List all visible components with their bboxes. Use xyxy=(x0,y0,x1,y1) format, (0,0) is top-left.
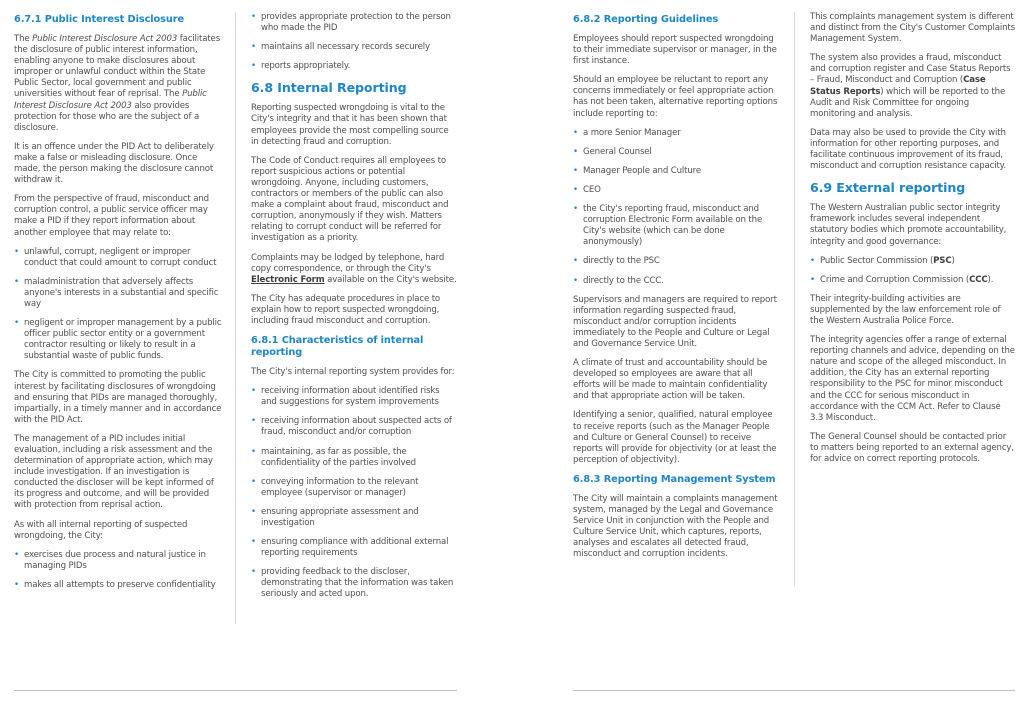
integrity-framework-paragraph: The Western Australian public sector integrity framework includes several independent statutory bodies which promote accountability, integrity and good governance: xyxy=(810,203,1007,247)
report-to-supervisor-paragraph: Employees should report suspected wrongdoing to their immediate supervisor or manager, in the first instance. xyxy=(573,34,777,67)
pid-act-paragraph: The Public Interest Disclosure Act 2003 facilitates the disclosure of public interest information, enabling anyone to make disclosures about improper or unlawful conduct within the State Public Sector, local government and public universities without fear of reprisal. The Public Interest Disclosure Act 2003 also provides protection for those who are the subject of a disclosure. xyxy=(14,34,221,133)
alternative-options-list xyxy=(573,128,781,287)
pid-offence-paragraph: It is an offence under the PID Act to deliberately make a false or misleading disclosure. Once made, the person making the disclosure cannot withdraw it. xyxy=(14,141,214,186)
pid-perspective-paragraph: From the perspective of fraud, misconduct and corruption control, a public service officer may make a PID if they report information about another employee that may relate to: xyxy=(14,194,209,238)
list-item: • makes all attempts to preserve confidentiality xyxy=(14,580,226,591)
internal-reporting-intro: As with all internal reporting of suspected wrongdoing, the City: xyxy=(14,519,188,541)
heading-6-8-2: 6.8.2 Reporting Guidelines xyxy=(573,14,719,25)
column-divider xyxy=(794,12,795,586)
list-item: • receiving information about suspected acts of fraud, misconduct and/or corruption xyxy=(251,416,457,438)
city-commitment-paragraph: The City is committed to promoting the public interest by facilitating disclosures of wrongdoing and ensuring that PIDs are managed thoroughly, impartially, in a timely manner and in accordance with the PID Act. xyxy=(14,370,222,425)
list-item: • directly to the CCC. xyxy=(573,276,781,287)
column-1 xyxy=(14,12,226,599)
city-duties-list-continued xyxy=(251,12,457,72)
complaints-system-paragraph: The City will maintain a complaints management system, managed by the Legal and Governance Service Unit in conjunction with the People and Culture Service Unit, which captures, reports, analyses and escalates all detected fraud, misconduct and corruption incidents. xyxy=(573,493,778,560)
register-paragraph: The system also provides a fraud, misconduct and corruption register and Case Status Reports – Fraud, Misconduct and Corruption (Case Status Reports) which will be reported to the Audit and Risk Committee for ongoing monitoring and analysis. xyxy=(810,53,1011,119)
list-item: • ensuring appropriate assessment and investigation xyxy=(251,507,457,529)
city-duties-list xyxy=(14,550,226,591)
list-item: • provides appropriate protection to the person who made the PID xyxy=(251,12,457,34)
list-item: • conveying information to the relevant employee (supervisor or manager) xyxy=(251,477,457,499)
column-divider xyxy=(235,12,236,624)
objectivity-paragraph: Identifying a senior, qualified, natural employee to receive reports (such as the Manager People and Culture or General Counsel) to receive reports will provide for objectivity (or at least the perception of objectivity). xyxy=(573,410,777,465)
list-item: • Public Sector Commission (PSC) xyxy=(810,256,1015,267)
list-item: • maladministration that adversely affects anyone's interests in a substantial and specific way xyxy=(14,277,226,310)
column-2 xyxy=(251,12,457,609)
list-item: • maintains all necessary records securely xyxy=(251,42,457,53)
list-item: • the City's reporting fraud, misconduct and corruption Electronic Form available on the City's website (which can be done anonymously) xyxy=(573,204,781,248)
alternative-options-paragraph: Should an employee be reluctant to report any concerns immediately or feel appropriate action has not been taken, alternative reporting options include reporting to: xyxy=(573,75,778,119)
column-4 xyxy=(810,12,1015,473)
internal-system-intro: The City's internal reporting system provides for: xyxy=(251,367,455,378)
list-item: • unlawful, corrupt, negligent or improper conduct that could amount to corrupt conduct xyxy=(14,247,226,269)
heading-6-8-1: 6.8.1 Characteristics of internal reporting xyxy=(251,335,424,359)
complaints-lodged-paragraph: Complaints may be lodged by telephone, hard copy correspondence, or through the City's Electronic Form available on the City's website. xyxy=(251,252,457,285)
heading-6-7-1: 6.7.1 Public Interest Disclosure xyxy=(14,14,185,25)
reporting-vital-paragraph: Reporting suspected wrongdoing is vital to the City's integrity and that it has been shown that employees provide the most compelling source in detecting fraud and corruption. xyxy=(251,103,449,147)
heading-6-8: 6.8 Internal Reporting xyxy=(251,80,407,96)
heading-6-8-3: 6.8.3 Reporting Management System xyxy=(573,473,776,485)
police-force-paragraph: Their integrity-building activities are supplemented by the law enforcement role of the Western Australia Police Force. xyxy=(810,293,1001,326)
procedures-paragraph: The City has adequate procedures in place to explain how to report suspected wrongdoing, including fraud misconduct and corruption. xyxy=(251,293,441,326)
list-item: • Manager People and Culture xyxy=(573,166,781,177)
list-item: • negligent or improper management by a public officer public sector entity or a government contractor resulting or likely to result in a substantial waste of public funds. xyxy=(14,318,226,362)
general-counsel-paragraph: The General Counsel should be contacted prior to matters being reported to an external agency, for advice on correct reporting protocols. xyxy=(810,431,1014,464)
footer-rule-right xyxy=(573,690,1015,691)
electronic-form-link[interactable]: Electronic Form xyxy=(251,274,325,285)
code-of-conduct-paragraph: The Code of Conduct requires all employees to report suspicious actions or potential wrongdoing. Anyone, including customers, contractors or members of the public can also make a complaint about fraud, misconduct and corruption, anonymously if they wish. Matters relating to corrupt conduct will be referred for investigation as a priority. xyxy=(251,155,449,244)
internal-system-list xyxy=(251,386,457,600)
statutory-bodies-list xyxy=(810,256,1015,286)
list-item: • receiving information about identified risks and suggestions for system improvements xyxy=(251,386,457,408)
supervisors-paragraph: Supervisors and managers are required to report information regarding suspected fraud, misconduct and/or corruption incidents immediately to the People and Culture or Legal and Governance Service Unit. xyxy=(573,294,777,349)
list-item: • General Counsel xyxy=(573,147,781,158)
list-item: • a more Senior Manager xyxy=(573,128,781,139)
external-channels-paragraph: The integrity agencies offer a range of external reporting channels and advice, depending on the nature and scope of the alleged misconduct. In addition, the City has an external reporting responsibility to the PSC for minor misconduct and the CCC for serious misconduct in accordance with the CCM Act. Refer to Clause 3.3 Misconduct. xyxy=(810,335,1015,423)
list-item: • exercises due process and natural justice in managing PIDs xyxy=(14,550,226,572)
list-item: • maintaining, as far as possible, the confidentiality of the parties involved xyxy=(251,447,457,469)
column-3 xyxy=(573,12,781,568)
pid-conduct-list xyxy=(14,247,226,363)
list-item: • providing feedback to the discloser, demonstrating that the information was taken seriously and acted upon. xyxy=(251,567,457,600)
footer-rule-left xyxy=(14,690,457,691)
list-item: • ensuring compliance with additional external reporting requirements xyxy=(251,537,457,559)
climate-of-trust-paragraph: A climate of trust and accountability should be developed so employees are aware that all efforts will be made to maintain confidentiality and that appropriate action will be taken. xyxy=(573,358,768,402)
list-item: • Crime and Corruption Commission (CCC). xyxy=(810,275,1015,286)
list-item: • reports appropriately. xyxy=(251,61,457,72)
list-item: • CEO xyxy=(573,185,781,196)
data-use-paragraph: Data may also be used to provide the City with information for other reporting purposes, and facilitate continuous improvement of its fraud, misconduct and corruption resistance capacity. xyxy=(810,127,1006,172)
heading-6-9: 6.9 External reporting xyxy=(810,180,966,196)
pid-management-paragraph: The management of a PID includes initial evaluation, including a risk assessment and the determination of appropriate action, which may include investigation. If an investigation is conducted the discloser will be kept informed of its progress and outcome, and will be provided with protection from reprisal action. xyxy=(14,433,214,511)
list-item: • directly to the PSC xyxy=(573,256,781,267)
distinct-system-paragraph: This complaints management system is different and distinct from the City's Customer Complaints Management System. xyxy=(810,12,1015,45)
